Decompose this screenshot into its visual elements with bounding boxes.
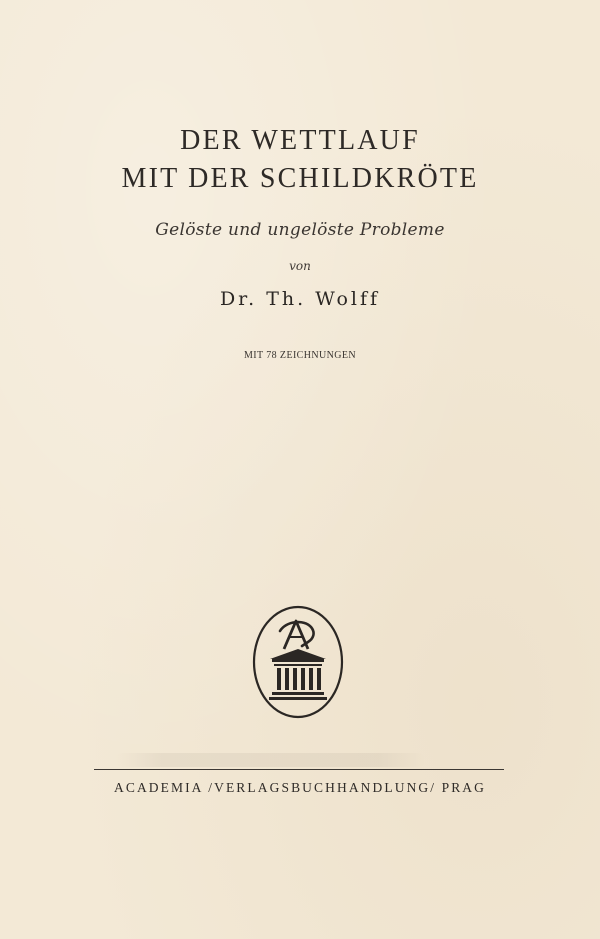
book-title-line-2: MIT DER SCHILDKRÖTE [121,163,479,194]
publisher-rule [94,769,504,770]
publisher-line: ACADEMIA /VERLAGSBUCHHANDLUNG/ PRAG [113,780,487,795]
by-label: von [289,259,311,273]
temple-emblem-icon [250,603,346,721]
illustrations-note: MIT 78 ZEICHNUNGEN [243,350,356,361]
book-subtitle: Gelöste und ungelöste Probleme [155,220,445,240]
author-name: Dr. Th. Wolff [219,288,381,310]
book-title-line-1: DER WETTLAUF [180,125,420,156]
show-through-shadow [115,753,425,767]
